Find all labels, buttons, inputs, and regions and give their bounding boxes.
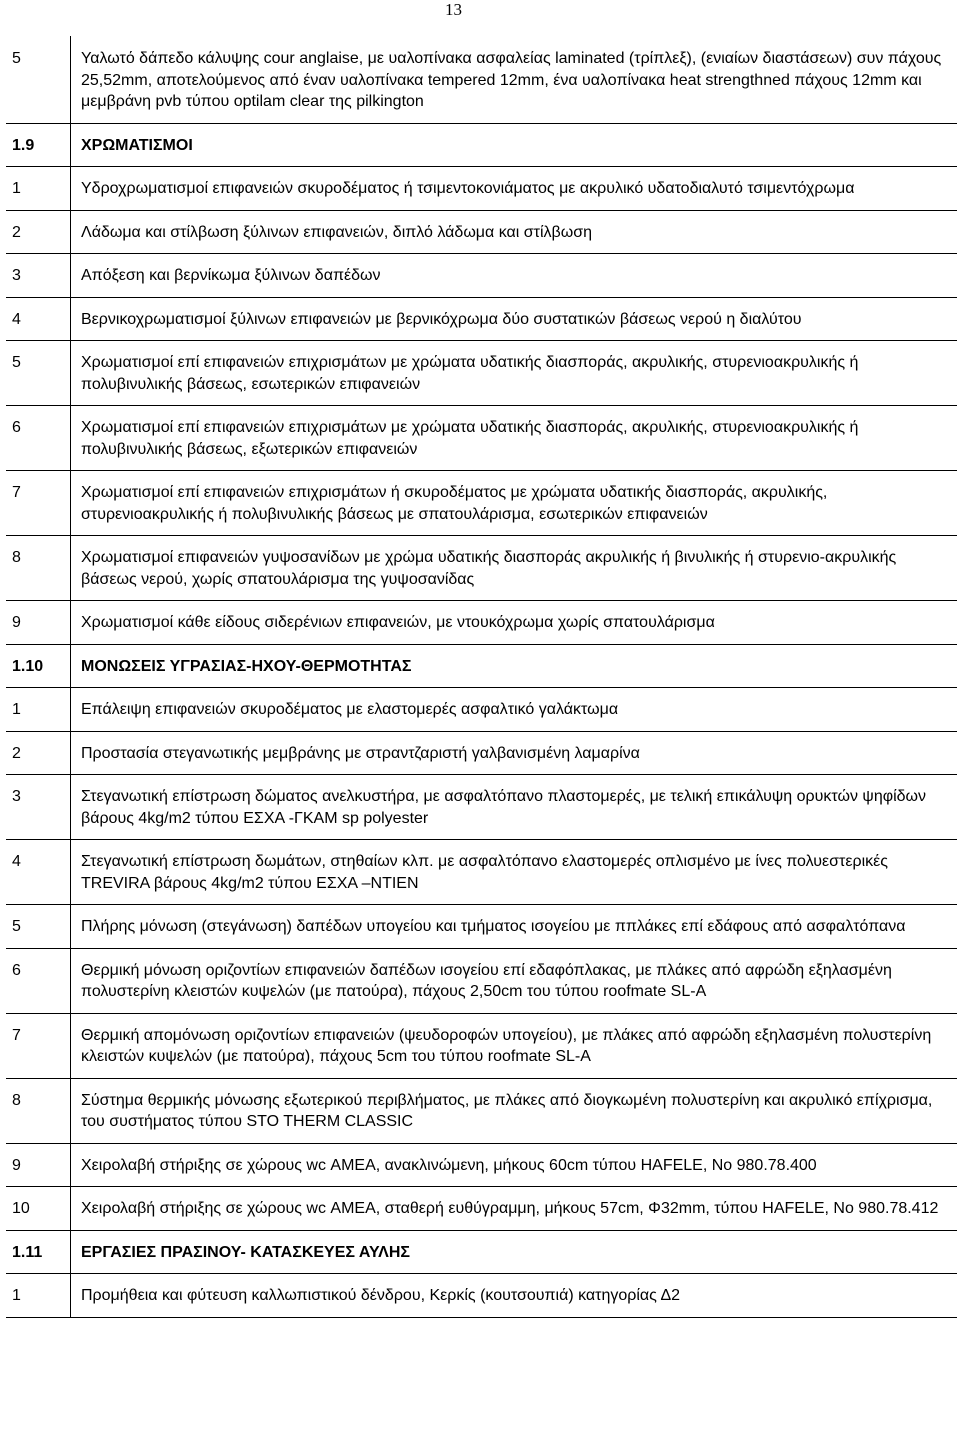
- table-row: [6, 210, 957, 254]
- item-number: 7: [6, 1013, 71, 1078]
- item-description: Προμήθεια και φύτευση καλλωπιστικού δένδρου, Κερκίς (κουτσουπιά) κατηγορίας Δ2: [71, 1274, 958, 1318]
- table-row: [6, 688, 957, 732]
- page-number: 13: [445, 0, 462, 19]
- item-description: Σύστημα θερμικής μόνωσης εξωτερικού περιβλήματος, με πλάκες από διογκωμένη πολυστερίνη και ακρυλικό επίχρισμα, του συστήματος τύπου STO THERM CLASSIC: [71, 1078, 958, 1143]
- section-title: ΜΟΝΩΣΕΙΣ ΥΓΡΑΣΙΑΣ-ΗΧΟΥ-ΘΕΡΜΟΤΗΤΑΣ: [71, 644, 958, 688]
- item-description: Χρωματισμοί επί επιφανειών επιχρισμάτων με χρώματα υδατικής διασποράς, ακρυλικής, στυρενιοακρυλικής ή πολυβινυλικής βάσεως, εξωτερικών επιφανειών: [71, 406, 958, 471]
- item-number: 5: [6, 36, 71, 123]
- item-description: Στεγανωτική επίστρωση δώματος ανελκυστήρα, με ασφαλτόπανο πλαστομερές, με τελική επικάλυψη ορυκτών ψηφίδων βάρους 4kg/m2 τύπου ΕΣΧΑ -ΓΚΑΜ sp polyester: [71, 775, 958, 840]
- item-description: Χρωματισμοί κάθε είδους σιδερένιων επιφανειών, με ντουκόχρωμα χωρίς σπατουλάρισμα: [71, 601, 958, 645]
- item-number: 9: [6, 601, 71, 645]
- table-row: [6, 601, 957, 645]
- table-row: [6, 1078, 957, 1143]
- table-row: [6, 948, 957, 1013]
- item-description: Χρωματισμοί επί επιφανειών επιχρισμάτων ή σκυροδέματος με χρώματα υδατικής διασποράς, ακρυλικής, στυρενιοακρυλικής ή πολυβινυλικής βάσεως με σπατουλάρισμα, εσωτερικών επιφανειών: [71, 471, 958, 536]
- item-number: 10: [6, 1187, 71, 1231]
- item-description: Χρωματισμοί επιφανειών γυψοσανίδων με χρώμα υδατικής διασποράς ακρυλικής ή βινυλικής ή στυρενιο-ακρυλικής βάσεως νερού, χωρίς σπατουλάρισμα της γυψοσανίδας: [71, 536, 958, 601]
- item-number: 8: [6, 1078, 71, 1143]
- table-row: [6, 840, 957, 905]
- section-number: 1.11: [6, 1230, 71, 1274]
- item-description: Λάδωμα και στίλβωση ξύλινων επιφανειών, διπλό λάδωμα και στίλβωση: [71, 210, 958, 254]
- item-number: 1: [6, 1274, 71, 1318]
- item-number: 3: [6, 775, 71, 840]
- table-row: [6, 406, 957, 471]
- section-row: [6, 1230, 957, 1274]
- table-row: [6, 471, 957, 536]
- item-description: Θερμική απομόνωση οριζοντίων επιφανειών (ψευδοροφών υπογείου), με πλάκες από αφρώδη εξηλασμένη πολυστερίνη κλειστών κυψελών (με πατούρα), πάχους 5cm του τύπου roofmate SL-A: [71, 1013, 958, 1078]
- table-row: [6, 1143, 957, 1187]
- table-row: [6, 731, 957, 775]
- item-number: 5: [6, 341, 71, 406]
- item-number: 1: [6, 688, 71, 732]
- item-description: Υδροχρωματισμοί επιφανειών σκυροδέματος ή τσιμεντοκονιάματος με ακρυλικό υδατοδιαλυτό τσιμεντόχρωμα: [71, 167, 958, 211]
- section-title: ΧΡΩΜΑΤΙΣΜΟΙ: [71, 123, 958, 167]
- item-description: Απόξεση και βερνίκωμα ξύλινων δαπέδων: [71, 254, 958, 298]
- section-number: 1.9: [6, 123, 71, 167]
- item-number: 8: [6, 536, 71, 601]
- item-number: 2: [6, 731, 71, 775]
- section-number: 1.10: [6, 644, 71, 688]
- table-row: [6, 1187, 957, 1231]
- section-row: [6, 123, 957, 167]
- item-number: 4: [6, 840, 71, 905]
- item-number: 6: [6, 406, 71, 471]
- item-number: 3: [6, 254, 71, 298]
- table-row: [6, 775, 957, 840]
- table-body: [6, 36, 957, 1317]
- table-row: [6, 1274, 957, 1318]
- specifications-table: [6, 36, 957, 1318]
- table-row: [6, 905, 957, 949]
- item-number: 2: [6, 210, 71, 254]
- item-description: Θερμική μόνωση οριζοντίων επιφανειών δαπέδων ισογείου επί εδαφόπλακας, με πλάκες από αφρώδη εξηλασμένη πολυστερίνη κλειστών κυψελών (με πατούρα), πάχους 2,50cm του τύπου roofmate SL-A: [71, 948, 958, 1013]
- item-description: Χειρολαβή στήριξης σε χώρους wc ΑΜΕΑ, ανακλινώμενη, μήκους 60cm τύπου HAFELE, No 980.78.400: [71, 1143, 958, 1187]
- item-description: Υαλωτό δάπεδο κάλυψης cour anglaise, με υαλοπίνακα ασφαλείας laminated (τρίπλεξ), (ενιαίων διαστάσεων) συν πάχους 25,52mm, αποτελούμενος από έναν υαλοπίνακα tempered 12mm, ένα υαλοπίνακα heat strengthned πάχους 12mm και μεμβράνη pvb τύπου optilam clear της pilkington: [71, 36, 958, 123]
- item-description: Προστασία στεγανωτικής μεμβράνης με στραντζαριστή γαλβανισμένη λαμαρίνα: [71, 731, 958, 775]
- item-description: Βερνικοχρωματισμοί ξύλινων επιφανειών με βερνικόχρωμα δύο συστατικών βάσεως νερού η διαλύτου: [71, 297, 958, 341]
- table-row: [6, 297, 957, 341]
- item-number: 7: [6, 471, 71, 536]
- table-row: [6, 36, 957, 123]
- item-description: Επάλειψη επιφανειών σκυροδέματος με ελαστομερές ασφαλτικό γαλάκτωμα: [71, 688, 958, 732]
- item-description: Χειρολαβή στήριξης σε χώρους wc ΑΜΕΑ, σταθερή ευθύγραμμη, μήκους 57cm, Φ32mm, τύπου HAFELE, No 980.78.412: [71, 1187, 958, 1231]
- item-number: 6: [6, 948, 71, 1013]
- table-row: [6, 341, 957, 406]
- table-row: [6, 1013, 957, 1078]
- item-number: 1: [6, 167, 71, 211]
- item-description: Στεγανωτική επίστρωση δωμάτων, στηθαίων κλπ. με ασφαλτόπανο ελαστομερές οπλισμένο με ίνες πολυεστερικές TREVIRA βάρους 4kg/m2 τύπου ΕΣΧΑ –NTIEN: [71, 840, 958, 905]
- item-description: Πλήρης μόνωση (στεγάνωση) δαπέδων υπογείου και τμήματος ισογείου με ππλάκες επί εδάφους από ασφαλτόπανα: [71, 905, 958, 949]
- table-row: [6, 167, 957, 211]
- section-row: [6, 644, 957, 688]
- item-number: 5: [6, 905, 71, 949]
- table-row: [6, 536, 957, 601]
- section-title: ΕΡΓΑΣΙΕΣ ΠΡΑΣΙΝΟΥ- ΚΑΤΑΣΚΕΥΕΣ ΑΥΛΗΣ: [71, 1230, 958, 1274]
- item-number: 9: [6, 1143, 71, 1187]
- item-description: Χρωματισμοί επί επιφανειών επιχρισμάτων με χρώματα υδατικής διασποράς, ακρυλικής, στυρενιοακρυλικής ή πολυβινυλικής βάσεως, εσωτερικών επιφανειών: [71, 341, 958, 406]
- table-row: [6, 254, 957, 298]
- item-number: 4: [6, 297, 71, 341]
